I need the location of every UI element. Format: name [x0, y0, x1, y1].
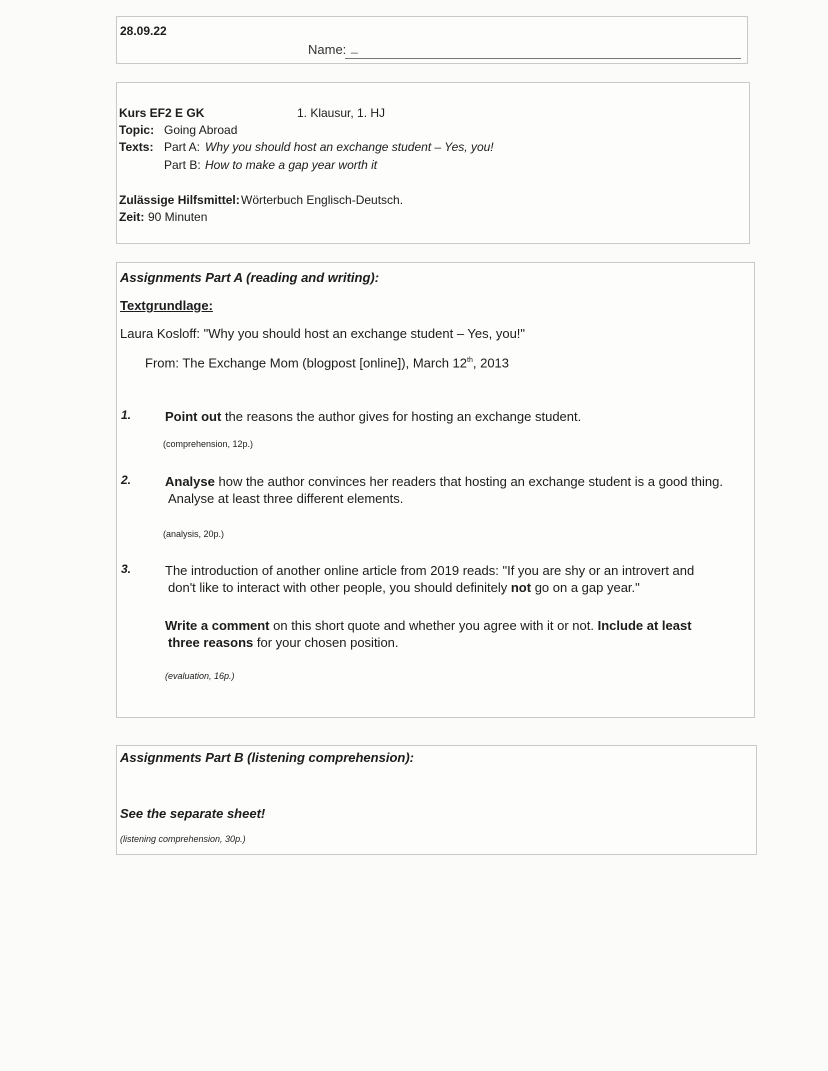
name-label: Name:	[308, 42, 347, 57]
part-b-box	[116, 745, 757, 855]
task-1-note: (comprehension, 12p.)	[163, 439, 254, 449]
task-2-note: (analysis, 20p.)	[163, 529, 225, 539]
task-3-intro1: The introduction of another online article from 2019 reads: "If you are shy or an introvert and	[165, 563, 695, 578]
name-value: _	[351, 40, 358, 54]
task-3-w2: on this short quote and whether you agree with it or not.	[269, 618, 598, 633]
task-2-verb: Analyse	[165, 474, 215, 489]
texts-label: Texts:	[119, 140, 154, 154]
task-3-w1: Write a comment	[165, 618, 270, 633]
task-3-note: (evaluation, 16p.)	[165, 671, 235, 681]
task-1-number: 1.	[121, 408, 132, 422]
course-label: Kurs EF2 E GK	[119, 106, 205, 120]
part-b-label: Part B:	[164, 158, 201, 172]
task-3-number: 3.	[121, 562, 132, 576]
part-b-note: (listening comprehension, 30p.)	[120, 834, 246, 844]
topic-value: Going Abroad	[164, 123, 238, 137]
task-3-intro2-a: don't like to interact with other people, you should definitely	[168, 580, 511, 595]
task-2-line2: Analyse at least three different elements.	[168, 491, 404, 506]
header-box	[116, 16, 748, 64]
source-from	[145, 352, 509, 371]
part-a-label: Part A:	[164, 140, 201, 154]
aids-label: Zulässige Hilfsmittel:	[119, 193, 240, 207]
part-a-heading: Assignments Part A (reading and writing):	[120, 270, 380, 285]
task-3-intro2	[168, 579, 640, 596]
task-3-w3: Include at least	[597, 618, 692, 633]
task-3-intro2-b: not	[510, 580, 532, 595]
task-3-w5: for your chosen position.	[253, 635, 399, 650]
task-2-text	[165, 473, 723, 490]
task-3-w4: three reasons	[168, 635, 254, 650]
topic-label: Topic:	[119, 123, 155, 137]
part-a-title: Why you should host an exchange student – Yes, you!	[205, 140, 494, 154]
task-1-verb: Point out	[165, 409, 222, 424]
task-2-rest: how the author convinces her readers that hosting an exchange student is a good thing.	[214, 474, 723, 489]
task-2-number: 2.	[121, 473, 132, 487]
task-1-rest: the reasons the author gives for hosting an exchange student.	[221, 409, 582, 424]
part-a-box	[116, 262, 755, 718]
part-b-instruction: See the separate sheet!	[120, 806, 266, 821]
time-label: Zeit:	[119, 210, 145, 224]
name-line	[345, 58, 741, 59]
info-box	[116, 82, 750, 244]
task-3-write-line1	[165, 617, 692, 634]
task-1-text	[165, 408, 581, 425]
aids-value: Wörterbuch Englisch-Deutsch.	[241, 193, 404, 207]
exam-date: 28.09.22	[120, 24, 167, 38]
part-b-heading: Assignments Part B (listening comprehension):	[120, 750, 414, 765]
exam-label: 1. Klausur, 1. HJ	[297, 106, 386, 120]
source-from-prefix: From: The Exchange Mom (blogpost [online]), March 12	[145, 355, 468, 371]
part-b-title: How to make a gap year worth it	[205, 158, 378, 172]
source-from-suffix: , 2013	[472, 355, 510, 371]
task-3-intro2-c: go on a gap year."	[531, 580, 640, 595]
task-3-write-line2	[168, 634, 399, 651]
source-line: Laura Kosloff: "Why you should host an exchange student – Yes, you!"	[120, 326, 526, 341]
source-from-sup: th	[467, 357, 473, 364]
time-value: 90 Minuten	[148, 210, 208, 224]
text-basis-label: Textgrundlage:	[120, 298, 213, 313]
